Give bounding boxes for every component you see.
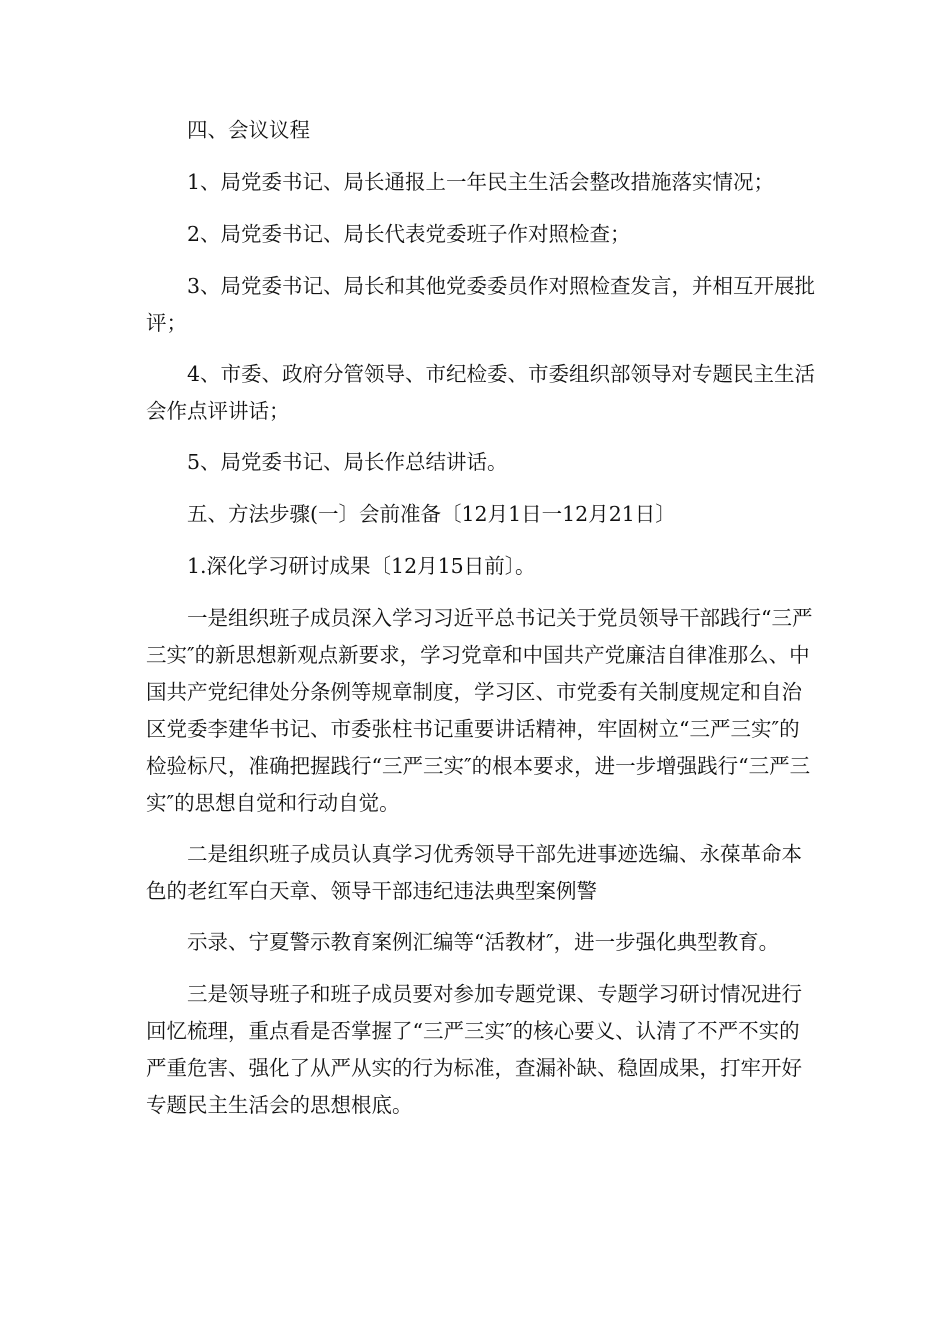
- agenda-item-4: 4、市委、政府分管领导、市纪检委、市委组织部领导对专题民主生活会作点评讲话；: [146, 362, 816, 423]
- paragraph-second-point-continued: 示录、宁夏警示教育案例汇编等“活教材″，进一步强化典型教育。: [187, 930, 780, 954]
- paragraph-first-point: 一是组织班子成员深入学习习近平总书记关于党员领导干部践行“三严三实″的新思想新观点新要求，学习党章和中国共产党廉洁自律准那么、中国共产党纪律处分条例等规章制度，学习区、市党委有关制度规定和自治区党委李建华书记、市委张柱书记重要讲话精神，牢固树立“三严三实″的检验标尺，准确把握践行“三严三实″的根本要求，进一步增强践行“三严三实″的思想自觉和行动自觉。: [146, 606, 813, 815]
- section-heading-methods: 五、方法步骤(一〕会前准备〔12月1日一12月21日〕: [187, 502, 676, 526]
- agenda-item-3: 3、局党委书记、局长和其他党委委员作对照检查发言，并相互开展批评；: [146, 274, 816, 335]
- paragraph-third-point: 三是领导班子和班子成员要对参加专题党课、专题学习研讨情况进行回忆梳理，重点看是否掌握了“三严三实″的核心要义、认清了不严不实的严重危害、强化了从严从实的行为标准，查漏补缺、稳固成果，打牢开好专题民主生活会的思想根底。: [146, 982, 802, 1117]
- section-heading-agenda: 四、会议议程: [187, 118, 310, 142]
- agenda-item-2: 2、局党委书记、局长代表党委班子作对照检查；: [187, 222, 631, 246]
- paragraph-second-point: 二是组织班子成员认真学习优秀领导干部先进事迹选编、永葆革命本色的老红军白天章、领导干部违纪违法典型案例警: [146, 842, 802, 903]
- agenda-item-1: 1、局党委书记、局长通报上一年民主生活会整改措施落实情况；: [187, 170, 775, 194]
- agenda-item-5: 5、局党委书记、局长作总结讲话。: [187, 450, 508, 474]
- document-body: [146, 112, 816, 1138]
- subsection-heading-study: 1.深化学习研讨成果〔12月15日前〕。: [187, 554, 536, 578]
